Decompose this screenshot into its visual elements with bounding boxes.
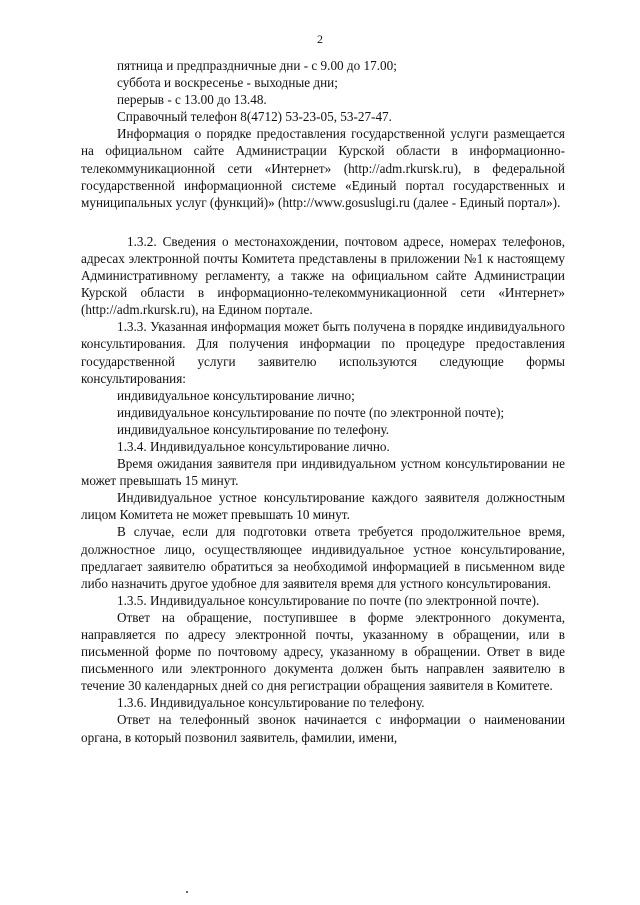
paragraph-info-placement: Информация о порядке предоставления государственной услуги размещается на официальном сайте Администрации Курской области в информационно-телекоммуникационной сети «Интернет» (http://adm.rkursk.ru), в федеральной государственной информационной системе «Единый портал государственных и муниципальных услуг (функций)» (http://www.gosuslugi.ru (далее - Единый портал»). bbox=[81, 126, 565, 210]
document-body bbox=[81, 57, 565, 746]
schedule-break: перерыв - с 13.00 до 13.48. bbox=[117, 92, 267, 108]
reference-phone: Справочный телефон 8(4712) 53-23-05, 53-27-47. bbox=[117, 109, 392, 125]
paragraph-1-3-5: 1.3.5. Индивидуальное консультирование по почте (по электронной почте). bbox=[117, 592, 540, 608]
paragraph-extended-time: В случае, если для подготовки ответа требуется продолжительное время, должностное лицо, осуществляющее индивидуальное устное консультирование, предлагает заявителю обратиться за необходимой информацией в письменном виде либо назначить другое удобное для заявителя время для устного консультирования. bbox=[81, 524, 565, 591]
paragraph-1-3-4: 1.3.4. Индивидуальное консультирование лично. bbox=[117, 438, 390, 454]
list-item-consult-by-mail: индивидуальное консультирование по почте (по электронной почте); bbox=[117, 404, 505, 420]
page-number: 2 bbox=[317, 32, 323, 46]
paragraph-response-email: Ответ на обращение, поступившее в форме электронного документа, направляется по адресу электронной почты, указанному в обращении, или в письменной форме по почтовому адресу, указанному в обращении. Ответ в виде письменного или электронного документа должен быть направлен заявителю в течение 30 календарных дней со дня регистрации обращения заявителя в Комитете. bbox=[81, 609, 565, 694]
schedule-weekend: суббота и воскресенье - выходные дни; bbox=[117, 75, 338, 91]
paragraph-wait-time: Время ожидания заявителя при индивидуальном устном консультировании не может превышать 15 минут. bbox=[81, 456, 565, 489]
schedule-friday: пятница и предпраздничные дни - с 9.00 до 17.00; bbox=[117, 58, 397, 73]
paragraph-phone-answer: Ответ на телефонный звонок начинается с информации о наименовании органа, в который позвонил заявитель, фамилии, имени, bbox=[81, 712, 565, 745]
list-item-consult-in-person: индивидуальное консультирование лично; bbox=[117, 387, 355, 403]
paragraph-1-3-3: 1.3.3. Указанная информация может быть получена в порядке индивидуального консультирования. Для получения информации по процедуре предоставления государственной услуги заявителю используются следующие формы консультирования: bbox=[81, 319, 565, 386]
list-item-consult-by-phone: индивидуальное консультирование по телефону. bbox=[117, 421, 390, 437]
paragraph-spacer bbox=[81, 211, 565, 233]
paragraph-1-3-2: 1.3.2. Сведения о местонахождении, почтовом адресе, номерах телефонов, адресах электронной почты Комитета представлены в приложении №1 к настоящему Административному регламенту, а также на официальном сайте Администрации Курской области в информационно-телекоммуникационной сети «Интернет» (http://adm.rkursk.ru), на Едином портале. bbox=[81, 233, 565, 318]
paragraph-consult-duration: Индивидуальное устное консультирование каждого заявителя должностным лицом Комитета не может превышать 10 минут. bbox=[81, 490, 565, 523]
scan-speck bbox=[186, 891, 188, 893]
paragraph-1-3-6: 1.3.6. Индивидуальное консультирование по телефону. bbox=[117, 695, 425, 711]
